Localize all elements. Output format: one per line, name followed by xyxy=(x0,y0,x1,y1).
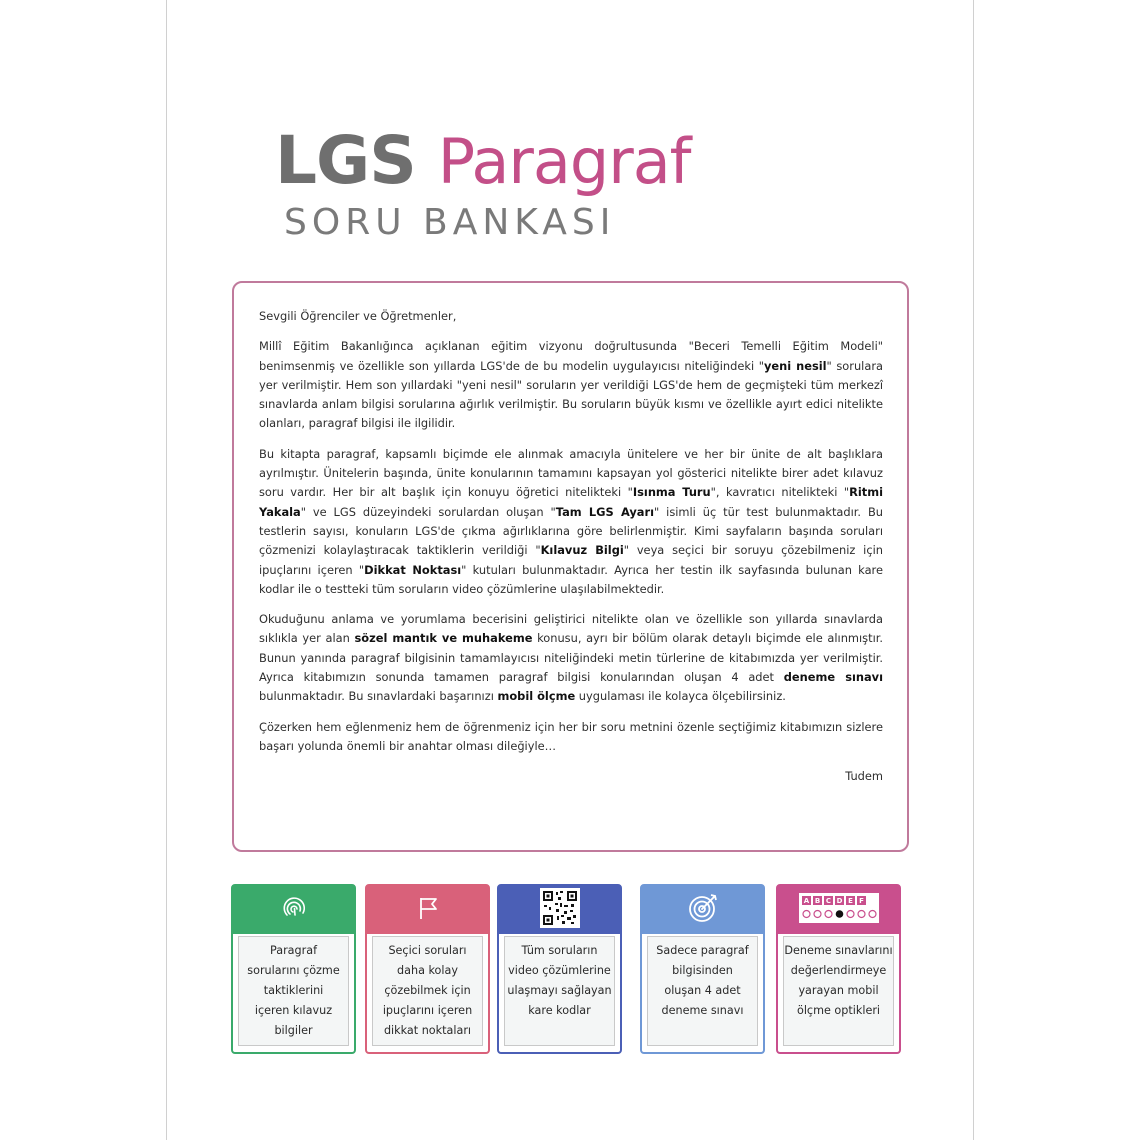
svg-text:E: E xyxy=(847,897,853,905)
svg-text:C: C xyxy=(825,897,831,905)
svg-text:F: F xyxy=(858,897,864,905)
optic-form-icon xyxy=(799,893,879,927)
card-text: Deneme sınavlarını değerlendirmeye yarayan mobil ölçme optikleri xyxy=(783,936,894,1046)
qr-code-icon xyxy=(540,888,580,932)
svg-text:B: B xyxy=(814,897,820,905)
card-head xyxy=(499,886,620,934)
title-lgs: LGS xyxy=(275,122,416,199)
feature-card-kare-kod xyxy=(497,884,622,1054)
letter-paragraph-1: Millî Eğitim Bakanlığınca açıklanan eğitim vizyonu doğrultusunda "Beceri Temelli Eğitim Modeli" benimsenmiş ve özellikle son yıllarda LGS'de de bu modelin uygulayıcısı niteliğindeki "yeni nesil" sorulara yer verilmiştir. Hem son yıllardaki "yeni nesil" soruların yer verildiği LGS'de hem de geçmişteki tüm merkezî sınavlarda anlam bilgisi sorularına ağırlık verilmiştir. Bu soruların büyük kısmı ve özellikle ayırt edici nitelikte olanları, paragraf bilgisi ile ilgilidir. xyxy=(259,339,883,431)
letter-greeting: Sevgili Öğrenciler ve Öğretmenler, xyxy=(259,309,457,323)
card-text: Paragraf sorularını çözme taktiklerini içeren kılavuz bilgiler xyxy=(238,936,349,1046)
feature-card-kilavuz-bilgi xyxy=(231,884,356,1054)
card-head xyxy=(778,886,899,934)
letter-paragraph-2: Bu kitapta paragraf, kapsamlı biçimde ele alınmak amacıyla ünitelere ve her bir ünite de alt başlıklara ayrılmıştır. Ünitelerin başında, ünite konularının tamamını kapsayan yol gösterici nitelikte birer adet kılavuz soru vardır. Her bir alt başlık için konuyu öğretici nitelikteki "Isınma Turu", kavratıcı nitelikteki "Ritmi Yakala" ve LGS düzeyindeki sorulardan oluşan "Tam LGS Ayarı" isimli üç tür test bulunmaktadır. Bu testlerin sayısı, konuların LGS'de çıkma ağırlıklarına göre belirlenmiştir. Kimi sayfaların başında soruları çözmenizi kolaylaştıracak taktiklerin verildiği "Kılavuz Bilgi" veya seçici bir soruyu çözebilmeniz için ipuçlarını içeren "Dikkat Noktası" kutuları bulunmaktadır. Ayrıca her testin ilk sayfasında bulunan kare kodlar ile o testteki tüm soruların video çözümlerine ulaşılabilmektedir. xyxy=(259,446,883,596)
card-text: Seçici soruları daha kolay çözebilmek için ipuçlarını içeren dikkat noktaları xyxy=(372,936,483,1046)
feature-card-mobil-olcme xyxy=(776,884,901,1054)
feature-card-dikkat-noktasi xyxy=(365,884,490,1054)
card-head xyxy=(642,886,763,934)
card-head xyxy=(233,886,354,934)
feature-card-deneme-sinavi xyxy=(640,884,765,1054)
letter-box xyxy=(232,281,909,852)
title-paragraf: Paragraf xyxy=(437,125,691,198)
subtitle: SORU BANKASI xyxy=(284,202,616,243)
card-text: Sadece paragraf bilgisinden oluşan 4 adet deneme sınavı xyxy=(647,936,758,1046)
svg-text:D: D xyxy=(836,897,842,905)
title xyxy=(275,122,691,202)
card-text: Tüm soruların video çözümlerine ulaşmayı sağlayan kare kodlar xyxy=(504,936,615,1046)
target-icon xyxy=(686,891,720,929)
letter-signature: Tudem xyxy=(845,769,883,784)
fingerprint-icon xyxy=(279,893,309,927)
letter-paragraph-4: Çözerken hem eğlenmeniz hem de öğrenmeniz için her bir soru metnini özenle seçtiğimiz kitabımızın sizlere başarı yolunda önemli bir anahtar olması dileğiyle… xyxy=(259,719,883,753)
flag-icon xyxy=(413,893,443,927)
letter-paragraph-3: Okuduğunu anlama ve yorumlama becerisini geliştirici nitelikte olan ve özellikle son yıllarda sınavlarda sıklıkla yer alan sözel mantık ve muhakeme konusu, ayrı bir bölüm olarak detaylı biçimde ele alınmıştır. Bunun yanında paragraf bilgisinin tamamlayıcısı niteliğindeki metin türlerine de kitabımızda yer verilmiştir. Ayrıca kitabımızın sonunda tamamen paragraf bilgisi konularından oluşan 4 adet deneme sınavı bulunmaktadır. Bu sınavlardaki başarınızı mobil ölçme uygulaması ile kolayca ölçebilirsiniz. xyxy=(259,612,884,704)
card-head xyxy=(367,886,488,934)
svg-text:A: A xyxy=(803,897,809,905)
